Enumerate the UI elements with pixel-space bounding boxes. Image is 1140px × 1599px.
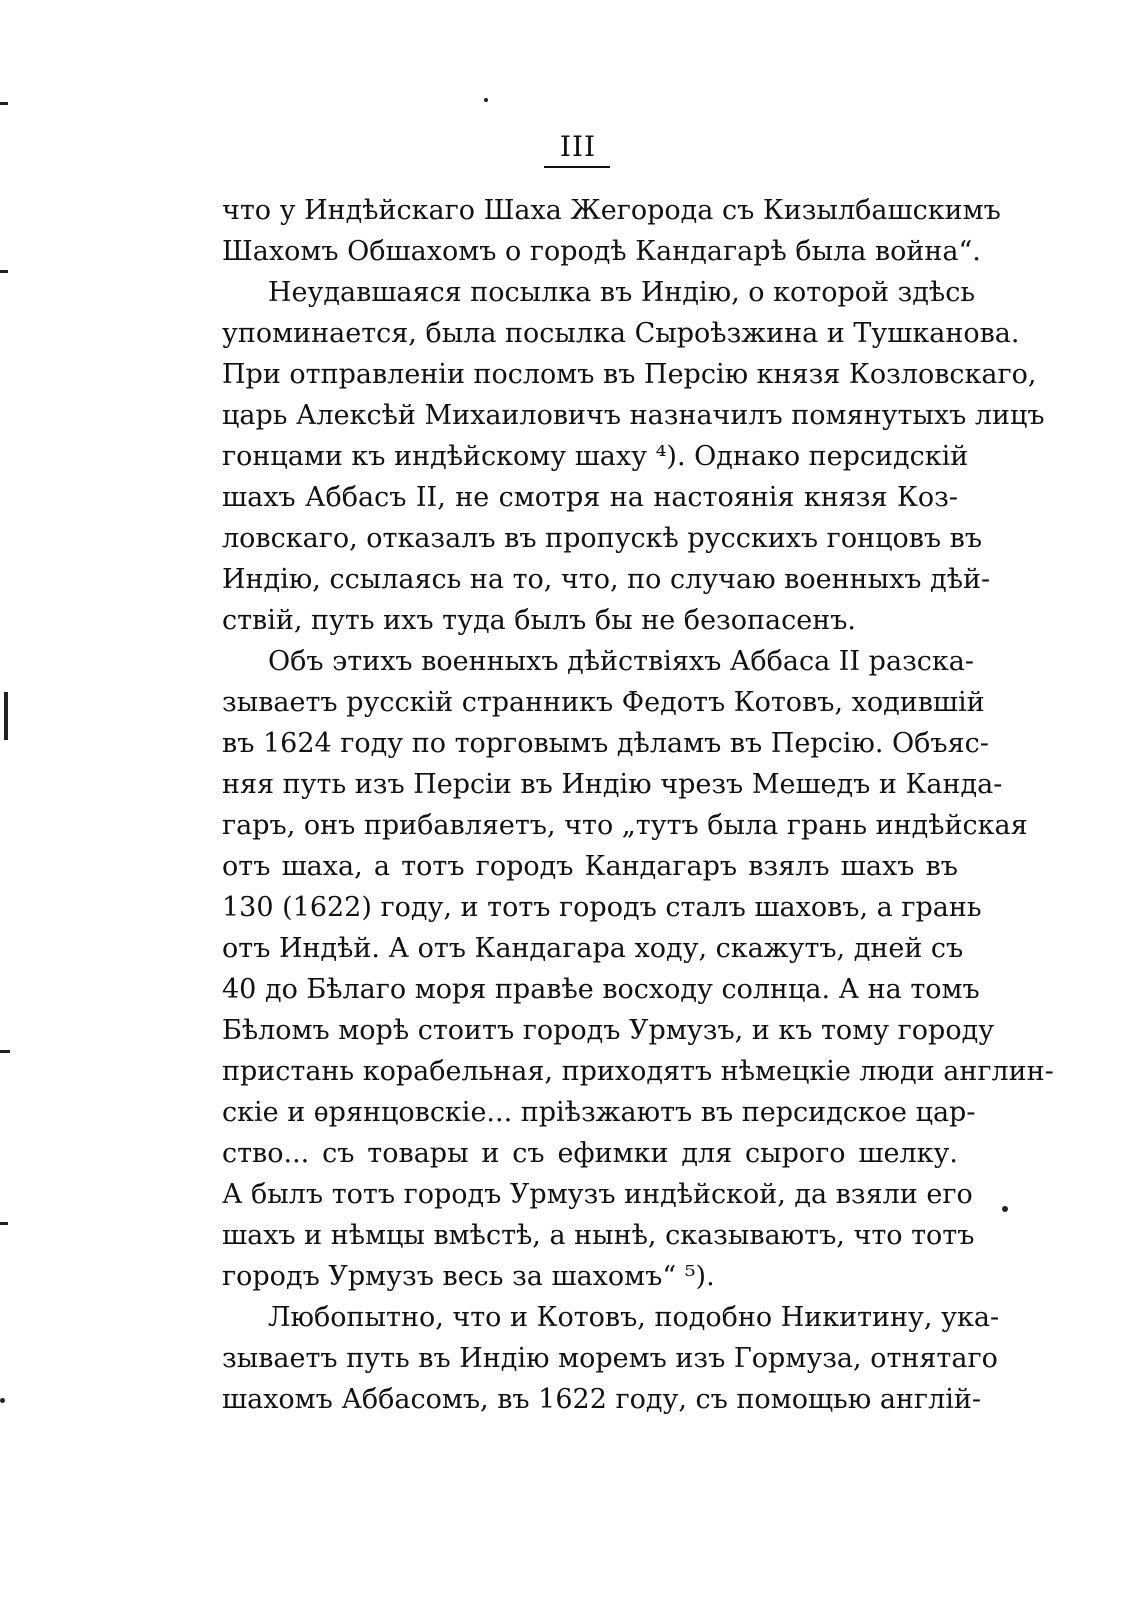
text-line: Любопытно, что и Котовъ, подобно Никитину, ука- [268, 1302, 1000, 1333]
paragraph-4 [222, 1297, 1000, 1420]
text-line: шахъ и нѣмцы вмѣстѣ, а нынѣ, сказываютъ, что тотъ [222, 1220, 975, 1251]
text-line: Индію, ссылаясь на то, что, по случаю военныхъ дѣй- [222, 564, 991, 595]
scan-mark [0, 270, 8, 273]
paragraph-2 [222, 272, 1045, 641]
text-line: При отправленіи посломъ въ Персію князя Козловскаго, [222, 359, 1037, 390]
text-line: гаръ, онъ прибавляетъ, что „тутъ была грань индѣйская [222, 810, 1028, 841]
text-line: Бѣломъ морѣ стоитъ городъ Урмузъ, и къ тому городу [222, 1015, 995, 1046]
text-line: зываетъ русскій странникъ Федотъ Котовъ, ходившій [222, 687, 985, 718]
page-number: III [559, 130, 597, 163]
text-line: А былъ тотъ городъ Урмузъ индѣйской, да взяли его [222, 1179, 973, 1210]
scan-mark [0, 1050, 10, 1053]
text-line: Неудавшаяся посылка въ Индію, о которой здѣсь [268, 277, 976, 308]
text-line: Шахомъ Обшахомъ о городѣ Кандагарѣ была война“. [222, 236, 981, 267]
paragraph-1 [222, 190, 1001, 272]
paragraph-3 [222, 641, 1054, 1297]
text-line: гонцами къ индѣйскому шаху ⁴). Однако персидскій [222, 441, 969, 472]
scan-mark [1002, 1206, 1008, 1212]
text-line: шахомъ Аббасомъ, въ 1622 году, съ помощью англій- [222, 1384, 981, 1415]
text-line: отъ Индѣй. А отъ Кандагара ходу, скажутъ, дней съ [222, 933, 964, 964]
text-line: зываетъ путь въ Индію моремъ изъ Гормуза, отнятаго [222, 1343, 998, 1374]
text-line: 40 до Бѣлаго моря правѣе восходу солнца. А на томъ [222, 974, 980, 1005]
text-line: отъ шаха, а тотъ городъ Кандагаръ взялъ шахъ въ [222, 851, 958, 882]
text-line: городъ Урмузъ весь за шахомъ“ ⁵). [222, 1261, 715, 1292]
text-line: 130 (1622) году, и тотъ городъ сталъ шаховъ, а грань [222, 892, 982, 923]
text-line: ство... съ товары и съ ефимки для сырого шелку. [222, 1138, 958, 1169]
scan-mark [0, 102, 8, 105]
text-line: Объ этихъ военныхъ дѣйствіяхъ Аббаса II разска- [268, 646, 975, 677]
page-number-rule [544, 166, 610, 168]
scan-mark [0, 1398, 5, 1403]
text-line: ловскаго, отказалъ въ пропускѣ русскихъ гонцовъ въ [222, 523, 983, 554]
text-line: ствій, путь ихъ туда былъ бы не безопасенъ. [222, 605, 856, 636]
text-line: въ 1624 году по торговымъ дѣламъ въ Персію. Объяс- [222, 728, 989, 759]
text-line: царь Алексѣй Михаиловичъ назначилъ помянутыхъ лицъ [222, 400, 1045, 431]
text-line: упоминается, была посылка Сыроѣзжина и Тушканова. [222, 318, 1020, 349]
scan-mark [484, 98, 488, 102]
scan-mark [4, 692, 8, 740]
text-line: няя путь изъ Персіи въ Индію чрезъ Мешедъ и Канда- [222, 769, 1003, 800]
body-text [222, 190, 1054, 1420]
text-line: скіе и ѳрянцовскіе... пріѣзжаютъ въ персидское цар- [222, 1097, 976, 1128]
text-line: шахъ Аббасъ II, не смотря на настоянія князя Коз- [222, 482, 958, 513]
text-line: пристань корабельная, приходятъ нѣмецкіе люди англин- [222, 1056, 1054, 1087]
scan-mark [0, 1222, 8, 1225]
text-line: что у Индѣйскаго Шаха Жегорода съ Кизылбашскимъ [222, 195, 1001, 226]
